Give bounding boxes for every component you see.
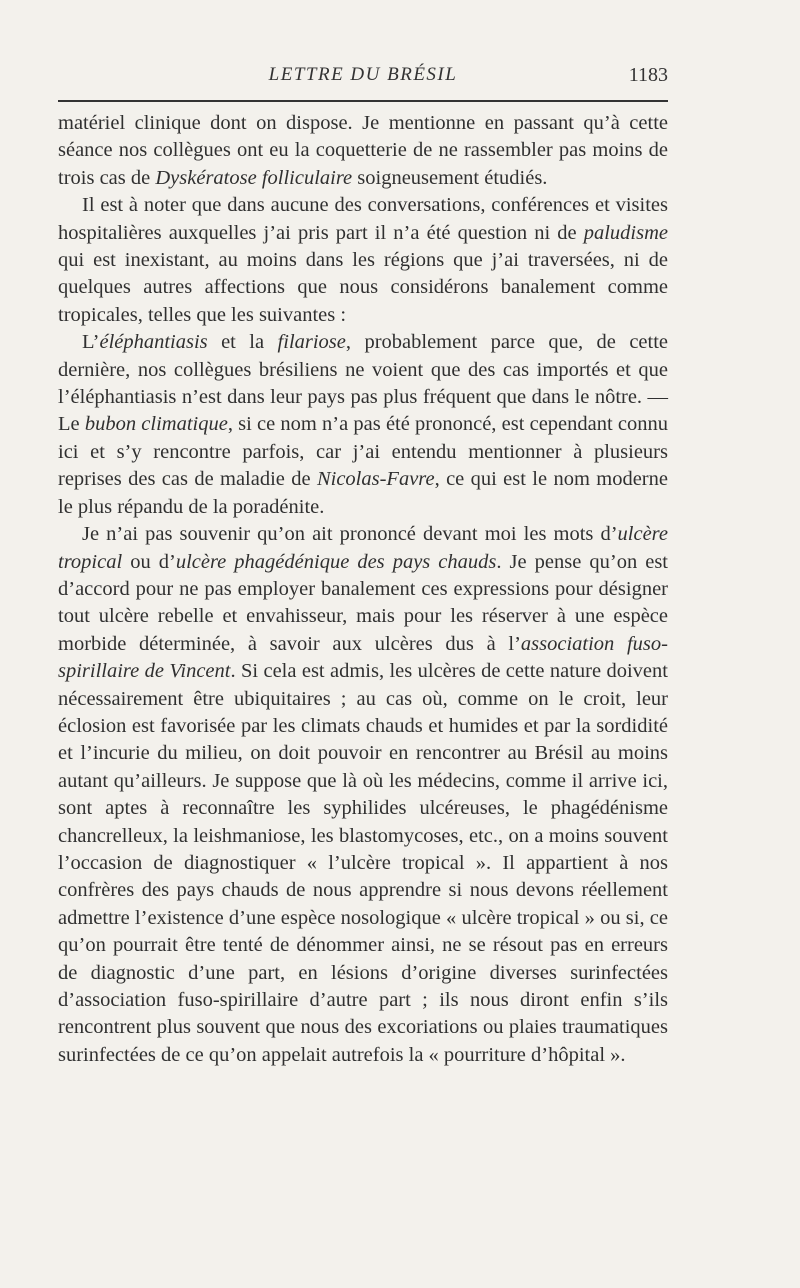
- italic-term: paludisme: [583, 221, 668, 244]
- text-run: matériel clinique dont on dispose. Je mentionne en passant qu’à cette séance nos collègues ont eu la coquetterie de ne rassembler pas moins de trois cas de: [58, 112, 668, 189]
- text-run: , ce qui est le nom moderne le plus répandu de la poradénite.: [58, 468, 668, 518]
- header-rule: [58, 100, 668, 102]
- page-number: 1183: [628, 64, 668, 86]
- text-run: et la: [207, 331, 278, 354]
- body-text: [58, 110, 668, 1069]
- italic-term: Dyskératose folliculaire: [155, 166, 353, 189]
- text-run: soigneusement étudiés.: [352, 166, 548, 189]
- text-run: . Si cela est admis, les ulcères de cette nature doivent nécessairement être ubiquitaires ; au cas où, comme on le croit, leur éclosion est favorisée par les climats chauds et humides et par la sordidité et l’incurie du milieu, on doit pouvoir en rencontrer au Brésil au moins autant qu’ailleurs. Je suppose que là où les médecins, comme il arrive ici, sont aptes à reconnaître les syphilides ulcéreuses, le phagédénisme chancrelleux, la leishmaniose, les blastomycoses, etc., on a moins souvent l’occasion de diagnostiquer « l’ulcère tropical ». Il appartient à nos confrères des pays chauds de nous apprendre si nous devons réellement admettre l’existence d’une espèce nosologique « ulcère tropical » ou si, ce qu’on pourrait être tenté de dénommer ainsi, ne se résout pas en erreurs de diagnostic d’une part, en lésions d’origine diverses surinfectées d’association fuso-spirillaire d’autre part ; ils nous diront enfin s’ils rencontrent plus souvent que nous des excoriations ou plaies traumatiques surinfectées de ce qu’on appelait autrefois la « pourriture d’hôpital ».: [58, 660, 668, 1066]
- text-run: , probablement parce que, de cette dernière, nos collègues brésiliens ne voient que des cas importés et que l’éléphantiasis n’est dans leur pays pas plus fréquent que dans le nôtre. — Le: [58, 331, 669, 436]
- italic-term: Nicolas-Favre: [316, 468, 435, 491]
- italic-term: éléphantiasis: [99, 331, 208, 354]
- italic-term: bubon climatique: [84, 413, 228, 436]
- text-run: ou d’: [122, 550, 176, 573]
- paragraph: [58, 192, 668, 329]
- paragraph: [58, 329, 668, 521]
- running-title: LETTRE DU BRÉSIL: [268, 64, 458, 85]
- text-run: , si ce nom n’a pas été prononcé, est cependant connu ici et s’y rencontre parfois, car j’ai entendu mentionner à plusieurs reprises des cas de maladie de: [58, 413, 668, 491]
- italic-term: association fuso-spirillaire de Vincent: [58, 632, 668, 683]
- italic-term: ulcère tropical: [58, 523, 668, 573]
- paragraph: [58, 521, 668, 1069]
- text-run: . Je pense qu’on est d’accord pour ne pas employer banalement ces expressions pour désigner tout ulcère rebelle et envahisseur, mais pour les réserver à une espèce morbide déterminée, à savoir aux ulcères dus à l’: [58, 550, 669, 655]
- page-header: [58, 64, 668, 90]
- text-run: Il est à noter que dans aucune des conversations, conférences et visites hospitalières auxquelles j’ai pris part il n’a été question ni de: [58, 194, 668, 244]
- paragraph: [58, 110, 668, 192]
- text-run: L’: [82, 331, 100, 354]
- italic-term: filariose: [277, 331, 346, 354]
- italic-term: ulcère phagédénique des pays chauds: [175, 550, 497, 573]
- text-run: Je n’ai pas souvenir qu’on ait prononcé devant moi les mots d’: [82, 523, 618, 546]
- text-run: qui est inexistant, au moins dans les régions que j’ai traversées, ni de quelques autres affections que nous considérons banalement comme tropicales, telles que les suivantes :: [58, 249, 668, 326]
